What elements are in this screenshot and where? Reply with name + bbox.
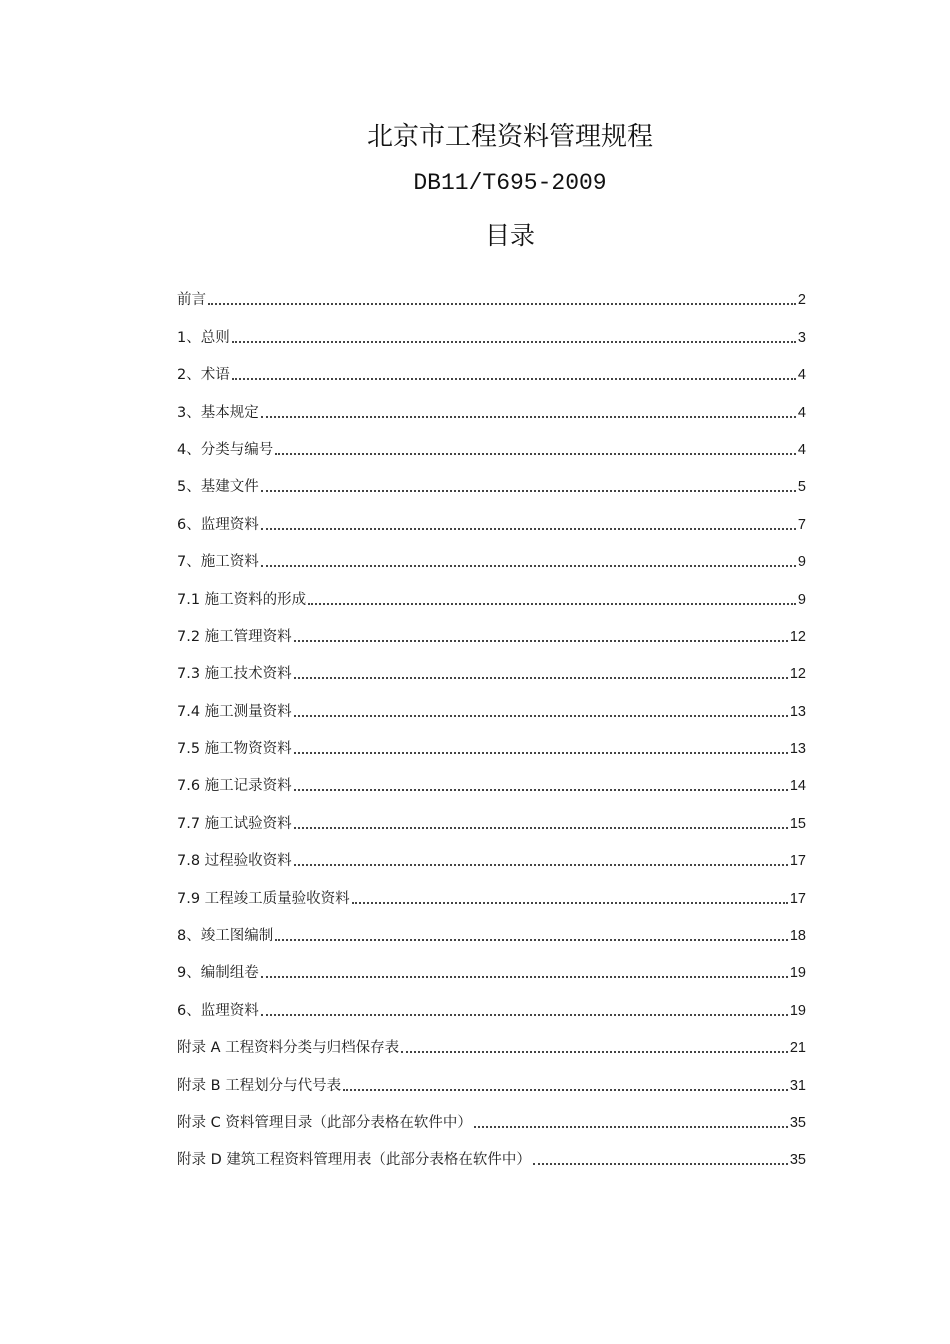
- toc-dot-leader: [401, 1051, 788, 1053]
- toc-entry-page-number: 13: [789, 741, 806, 758]
- toc-entry-label: 7、施工资料: [177, 554, 259, 571]
- toc-entry-page-number: 9: [797, 554, 806, 571]
- toc-dot-leader: [232, 341, 796, 343]
- toc-entry-page-number: 17: [789, 890, 806, 907]
- toc-entry-label: 8、竣工图编制: [177, 928, 274, 945]
- toc-entry-label: 7.5 施工物资资料: [177, 741, 292, 758]
- toc-entry-page-number: 12: [789, 666, 806, 683]
- toc-entry-label: 7.7 施工试验资料: [177, 815, 292, 832]
- toc-dot-leader: [294, 789, 788, 791]
- toc-entry[interactable]: [177, 1133, 806, 1170]
- toc-entry[interactable]: [177, 796, 806, 833]
- toc-entry-label: 5、基建文件: [177, 479, 259, 496]
- toc-entry-page-number: 35: [789, 1114, 806, 1131]
- toc-entry-label: 附录 C 资料管理目录（此部分表格在软件中）: [177, 1114, 472, 1131]
- toc-dot-leader: [294, 677, 788, 679]
- document-code: DB11/T695-2009: [413, 170, 607, 196]
- toc-entry-label: 1、总则: [177, 329, 230, 346]
- toc-entry[interactable]: [177, 610, 806, 647]
- toc-entry-label: 7.2 施工管理资料: [177, 628, 292, 645]
- toc-heading: 目录: [484, 221, 535, 250]
- toc-dot-leader: [343, 1089, 788, 1091]
- toc-entry-label: 9、编制组卷: [177, 965, 259, 982]
- toc-entry-label: 7.3 施工技术资料: [177, 666, 292, 683]
- toc-entry[interactable]: [177, 1021, 806, 1058]
- toc-entry-label: 附录 D 建筑工程资料管理用表（此部分表格在软件中）: [177, 1152, 531, 1169]
- toc-dot-leader: [232, 378, 796, 380]
- toc-entry[interactable]: [177, 946, 806, 983]
- toc-entry[interactable]: [177, 273, 806, 310]
- toc-entry[interactable]: [177, 1058, 806, 1095]
- toc-entry-label: 附录 B 工程划分与代号表: [177, 1077, 342, 1094]
- toc-dot-leader: [261, 528, 796, 530]
- toc-entry[interactable]: [177, 348, 806, 385]
- toc-entry-page-number: 3: [797, 329, 806, 346]
- toc-entry-page-number: 18: [789, 928, 806, 945]
- toc-entry[interactable]: [177, 684, 806, 721]
- toc-entry-label: 7.4 施工测量资料: [177, 703, 292, 720]
- toc-dot-leader: [294, 864, 788, 866]
- toc-dot-leader: [261, 490, 796, 492]
- toc-entry[interactable]: [177, 423, 806, 460]
- toc-entry[interactable]: [177, 871, 806, 908]
- toc-entry-label: 7.1 施工资料的形成: [177, 591, 307, 608]
- toc-entry-label: 6、监理资料: [177, 1002, 259, 1019]
- toc-entry[interactable]: [177, 385, 806, 422]
- toc-entry[interactable]: [177, 572, 806, 609]
- toc-entry-page-number: 15: [789, 815, 806, 832]
- toc-entry[interactable]: [177, 983, 806, 1020]
- toc-entry[interactable]: [177, 834, 806, 871]
- toc-dot-leader: [261, 976, 788, 978]
- toc-entry-page-number: 5: [797, 479, 806, 496]
- toc-entry[interactable]: [177, 497, 806, 534]
- toc-entry-label: 7.8 过程验收资料: [177, 853, 292, 870]
- toc-entry[interactable]: [177, 909, 806, 946]
- toc-entry[interactable]: [177, 722, 806, 759]
- toc-entry-page-number: 2: [797, 292, 806, 309]
- toc-dot-leader: [261, 1014, 788, 1016]
- toc-entry[interactable]: [177, 460, 806, 497]
- toc-entry-page-number: 7: [797, 516, 806, 533]
- toc-entry-page-number: 4: [797, 441, 806, 458]
- toc-dot-leader: [208, 303, 796, 305]
- toc-entry-page-number: 17: [789, 853, 806, 870]
- toc-entry-label: 7.6 施工记录资料: [177, 778, 292, 795]
- toc-entry-label: 4、分类与编号: [177, 441, 274, 458]
- toc-entry-page-number: 12: [789, 628, 806, 645]
- toc-entry[interactable]: [177, 759, 806, 796]
- toc-dot-leader: [352, 902, 788, 904]
- toc-entry-page-number: 19: [789, 965, 806, 982]
- toc-entry-page-number: 31: [789, 1077, 806, 1094]
- toc-dot-leader: [294, 827, 788, 829]
- toc-dot-leader: [474, 1126, 788, 1128]
- toc-entry-page-number: 21: [789, 1040, 806, 1057]
- toc-dot-leader: [308, 603, 796, 605]
- toc-dot-leader: [275, 453, 796, 455]
- toc-entry-label: 附录 A 工程资料分类与归档保存表: [177, 1040, 400, 1057]
- toc-entry-page-number: 19: [789, 1002, 806, 1019]
- toc-entry-label: 7.9 工程竣工质量验收资料: [177, 890, 350, 907]
- toc-dot-leader: [261, 565, 796, 567]
- toc-entry-page-number: 9: [797, 591, 806, 608]
- toc-entry-page-number: 13: [789, 703, 806, 720]
- toc-entry-label: 3、基本规定: [177, 404, 259, 421]
- toc-dot-leader: [294, 640, 788, 642]
- toc-dot-leader: [533, 1163, 788, 1165]
- toc-dot-leader: [294, 715, 788, 717]
- toc-entry-page-number: 4: [797, 367, 806, 384]
- toc-entry[interactable]: [177, 310, 806, 347]
- toc-entry-label: 2、术语: [177, 367, 230, 384]
- document-title: 北京市工程资料管理规程: [366, 122, 653, 152]
- toc-entry[interactable]: [177, 647, 806, 684]
- toc-dot-leader: [294, 752, 788, 754]
- toc-entry-page-number: 35: [789, 1152, 806, 1169]
- toc-entry-label: 6、监理资料: [177, 516, 259, 533]
- toc-dot-leader: [261, 416, 796, 418]
- toc-entry-label: 前言: [177, 292, 206, 309]
- toc-dot-leader: [275, 939, 788, 941]
- table-of-contents: [177, 273, 806, 1170]
- toc-entry[interactable]: [177, 1096, 806, 1133]
- toc-entry[interactable]: [177, 535, 806, 572]
- toc-entry-page-number: 4: [797, 404, 806, 421]
- toc-entry-page-number: 14: [789, 778, 806, 795]
